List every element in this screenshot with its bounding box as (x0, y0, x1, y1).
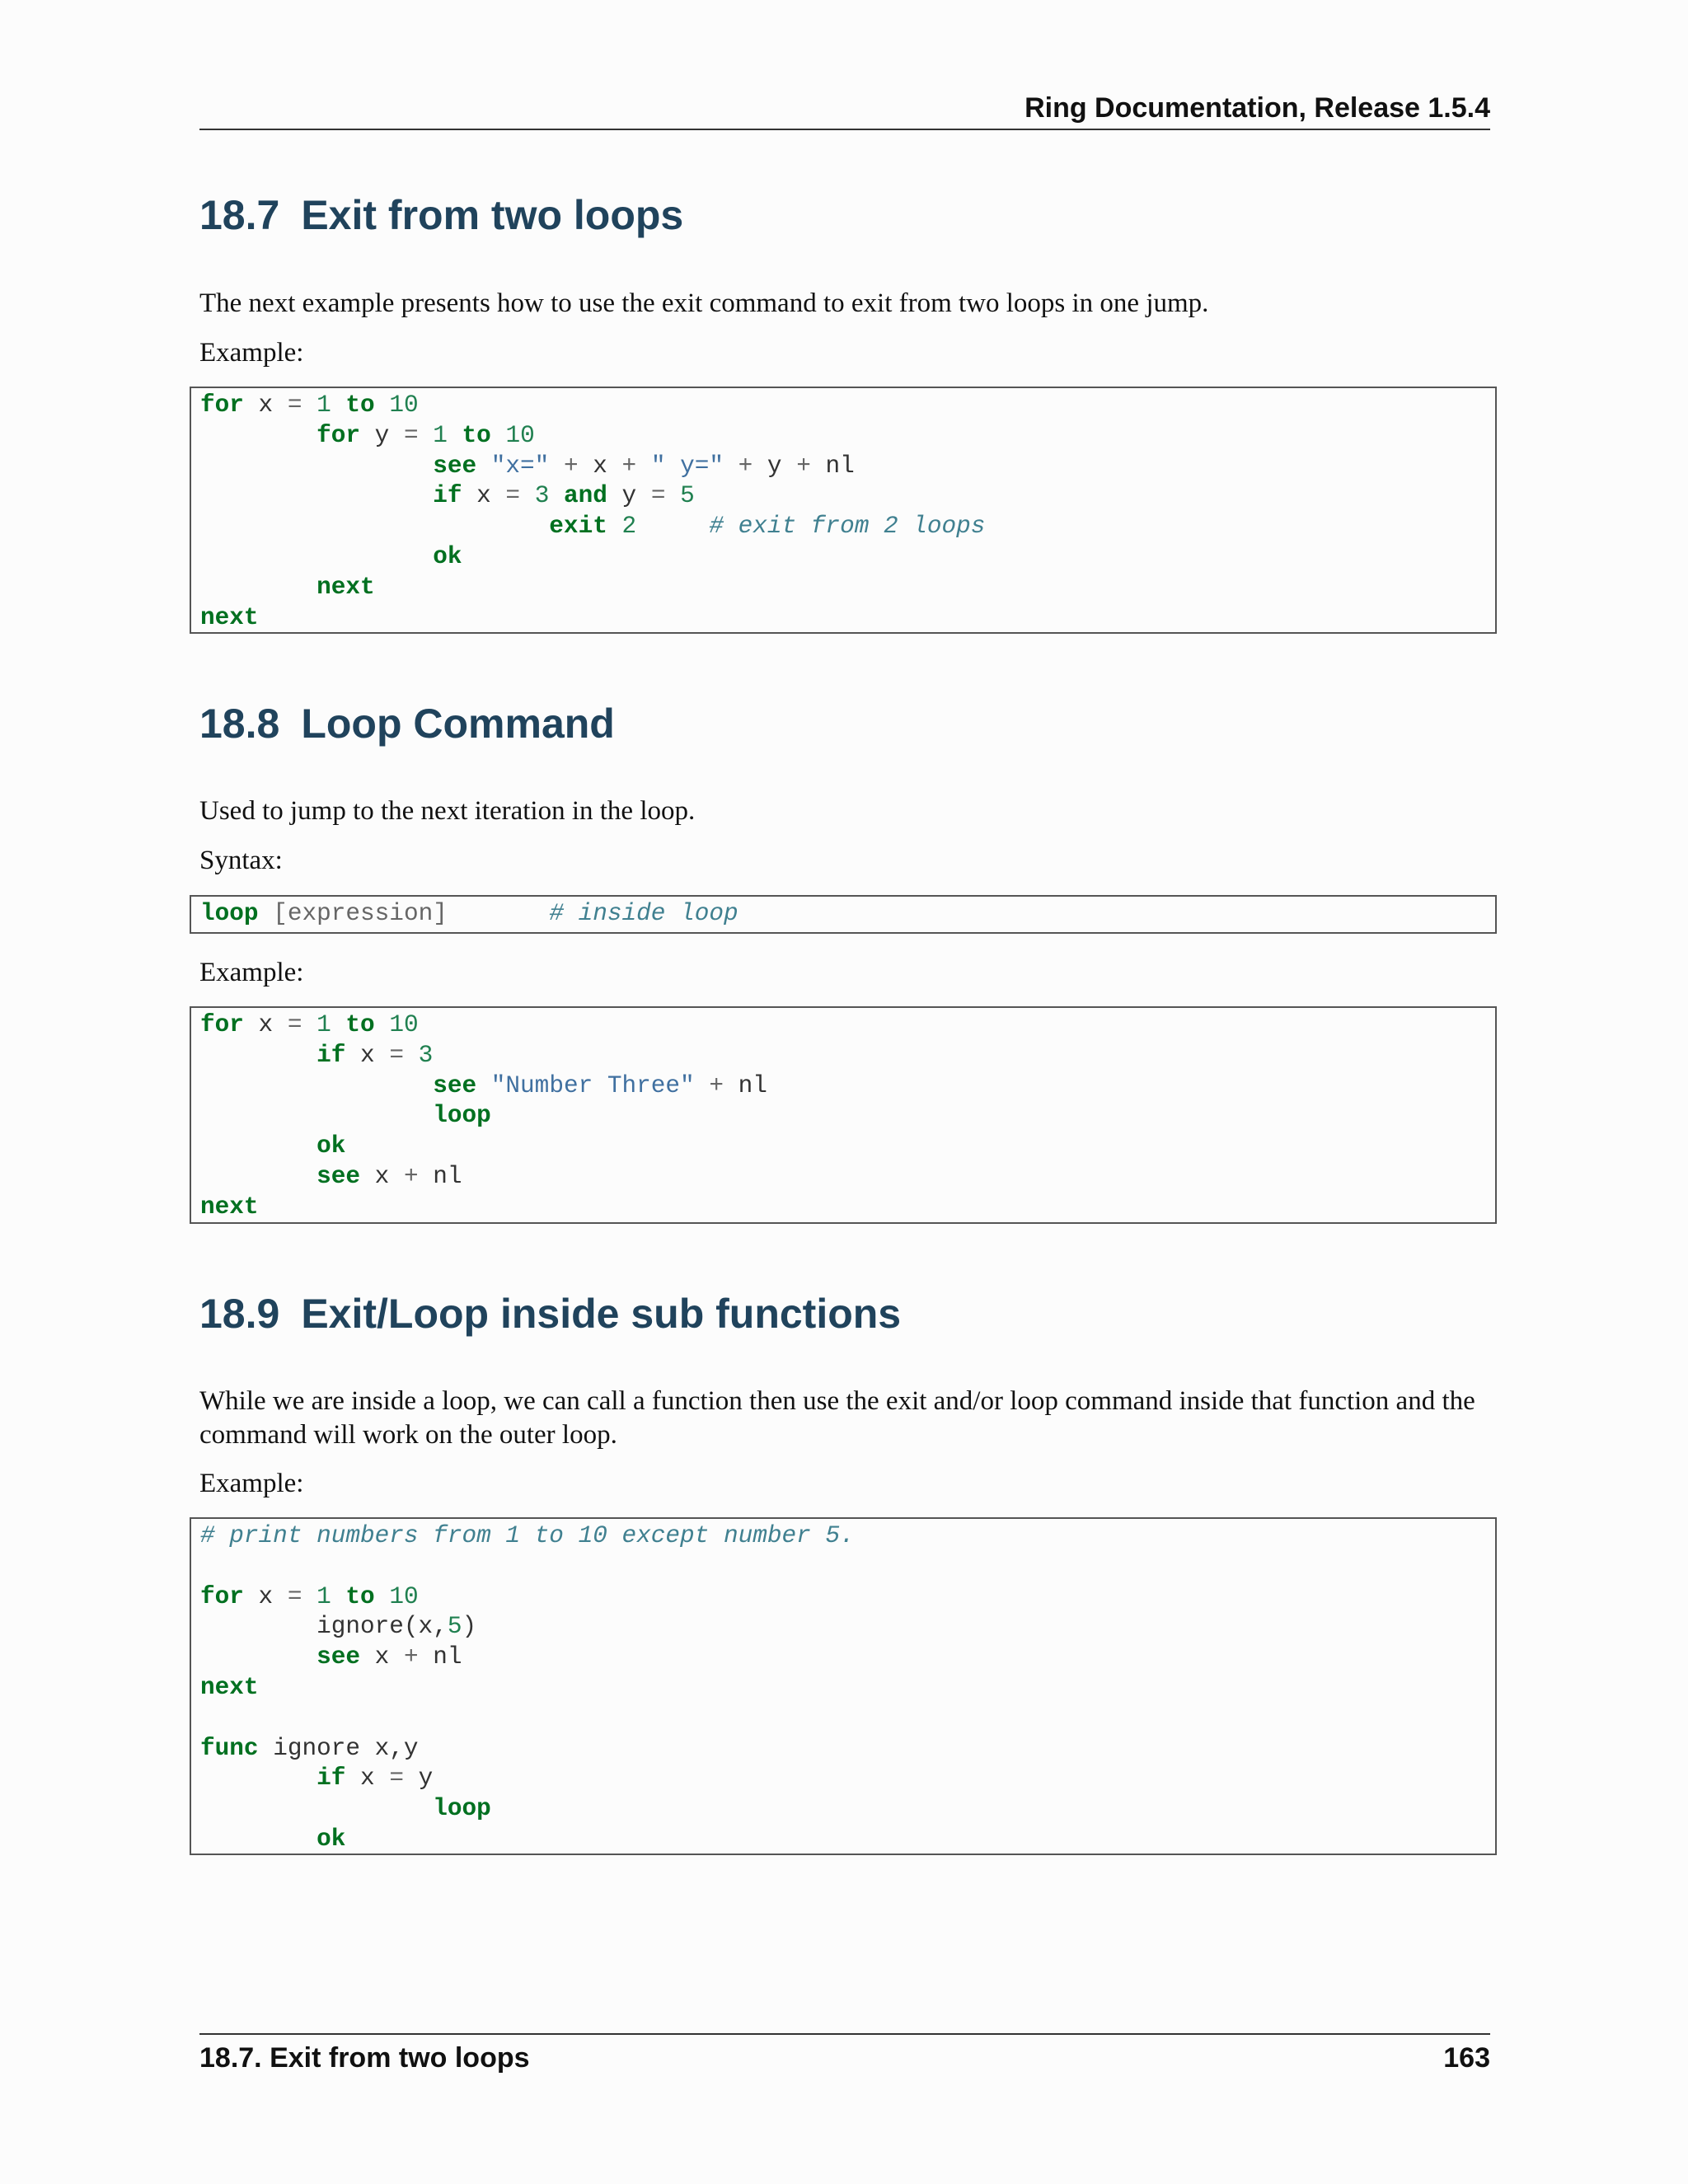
section-heading-18-9 (199, 1290, 901, 1338)
syntax-label: Syntax: (199, 846, 283, 875)
code-keyword: loop (433, 1795, 491, 1823)
section-intro: The next example presents how to use the exit command to exit from two loops in one jump. (199, 288, 1209, 318)
code-operator: = (403, 421, 419, 449)
example-label: Example: (199, 958, 304, 987)
code-operator: = (389, 1765, 404, 1793)
code-operator: + (621, 452, 637, 480)
code-operator: + (796, 452, 811, 480)
code-operator: = (650, 482, 666, 510)
code-number: 10 (505, 421, 535, 449)
code-keyword: to (345, 391, 375, 419)
section-title: Loop Command (301, 701, 615, 747)
code-operator: = (287, 1582, 302, 1610)
code-keyword: ok (433, 542, 462, 570)
code-number: 1 (316, 1011, 331, 1038)
page-header-title: Ring Documentation, Release 1.5.4 (1025, 92, 1490, 124)
code-string: " y=" (650, 452, 724, 480)
code-keyword: next (200, 603, 259, 631)
code-number: 1 (433, 421, 448, 449)
code-comment: # inside loop (549, 900, 738, 927)
footer-divider (199, 2033, 1490, 2035)
code-operator: = (389, 1041, 404, 1069)
code-operator: = (505, 482, 521, 510)
section-heading-18-8 (199, 700, 615, 748)
code-block-sub-functions (190, 1517, 1497, 1855)
code-operator: + (738, 452, 753, 480)
code-listing: for x = 1 to 10 if x = 3 see "Number Three" + nl loop ok see x + nl next (200, 1011, 767, 1221)
code-keyword: if (433, 482, 462, 510)
header-divider (199, 129, 1490, 130)
code-listing: # print numbers from 1 to 10 except number 5. for x = 1 to 10 ignore(x,5) see x + nl next func ignore x,y if x = y loop ok (200, 1522, 855, 1853)
section-number: 18.8 (199, 701, 280, 747)
code-keyword: if (316, 1041, 346, 1069)
code-number: 2 (621, 513, 637, 541)
code-number: 10 (389, 1011, 419, 1038)
code-keyword: to (345, 1582, 375, 1610)
footer-section-title: 18.7. Exit from two loops (199, 2042, 530, 2074)
code-operator: + (403, 1162, 419, 1190)
section-number: 18.7 (199, 192, 280, 238)
code-comment: # exit from 2 loops (709, 513, 986, 541)
code-keyword: for (316, 421, 361, 449)
code-number: 3 (534, 482, 550, 510)
code-block-loop-syntax (190, 895, 1497, 934)
code-operator: = (287, 391, 302, 419)
code-keyword: loop (433, 1102, 491, 1130)
section-intro: While we are inside a loop, we can call a function then use the exit and/or loop command inside that function and the command will work on the outer loop. (199, 1386, 1475, 1450)
code-keyword: see (433, 1071, 477, 1099)
code-number: 3 (418, 1041, 434, 1069)
code-string: "Number Three" (490, 1071, 695, 1099)
code-listing: for x = 1 to 10 for y = 1 to 10 see "x=" + x + " y=" + y + nl if x = 3 and y = 5 exit 2 # exit from 2 loops ok next next (200, 391, 986, 631)
code-keyword: loop (200, 900, 259, 927)
code-keyword: if (316, 1765, 346, 1793)
code-keyword: next (200, 1193, 259, 1221)
code-string: "x=" (490, 452, 550, 480)
code-block-loop-example (190, 1006, 1497, 1224)
code-keyword: and (563, 482, 607, 510)
section-number: 18.9 (199, 1291, 280, 1337)
code-operator: + (709, 1071, 724, 1099)
code-operator: [expression] (273, 900, 448, 927)
code-keyword: for (200, 1011, 244, 1038)
code-listing (191, 897, 1495, 930)
section-intro: Used to jump to the next iteration in the loop. (199, 796, 696, 826)
example-label: Example: (199, 1469, 304, 1498)
code-keyword: see (433, 452, 477, 480)
code-keyword: see (316, 1162, 361, 1190)
code-number: 5 (447, 1613, 462, 1641)
section-title: Exit/Loop inside sub functions (301, 1291, 902, 1337)
section-heading-18-7 (199, 191, 683, 239)
code-operator: = (287, 1011, 302, 1038)
code-keyword: ok (316, 1825, 346, 1853)
code-keyword: next (316, 573, 375, 601)
code-operator: + (563, 452, 579, 480)
code-keyword: next (200, 1673, 259, 1701)
code-number: 5 (680, 482, 695, 510)
code-keyword: see (316, 1643, 361, 1671)
code-block-exit-two-loops (190, 387, 1497, 634)
section-title: Exit from two loops (301, 192, 684, 238)
page-number: 163 (1443, 2042, 1490, 2074)
code-number: 1 (316, 1582, 331, 1610)
code-keyword: ok (316, 1132, 346, 1160)
code-number: 10 (389, 391, 419, 419)
code-operator: + (403, 1643, 419, 1671)
code-keyword: func (200, 1734, 259, 1762)
code-comment: # print numbers from 1 to 10 except number 5. (200, 1522, 855, 1549)
code-keyword: for (200, 1582, 244, 1610)
code-keyword: to (462, 421, 491, 449)
code-number: 10 (389, 1582, 419, 1610)
code-keyword: to (345, 1011, 375, 1038)
code-keyword: exit (549, 513, 607, 541)
example-label: Example: (199, 338, 304, 368)
code-keyword: for (200, 391, 244, 419)
code-number: 1 (316, 391, 331, 419)
